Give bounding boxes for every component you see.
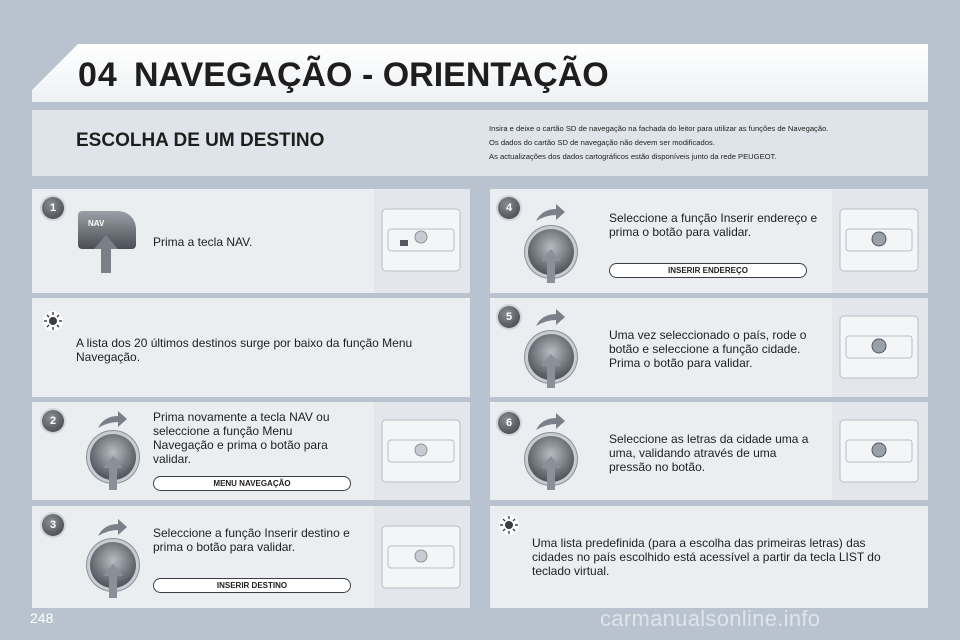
arrow-up-icon [94,235,118,273]
page-number: 248 [30,610,54,626]
radio-image [374,506,470,608]
rotate-arrow-icon [96,410,128,430]
radio-panel-icon [374,189,470,293]
menu-label-pill: INSERIR ENDEREÇO [609,263,807,278]
step-2-panel [32,402,470,500]
step-number-badge: 6 [498,412,520,434]
step-3-panel [32,506,470,608]
step-text: Prima novamente a tecla NAV ou seleccione a função Menu Navegação e prima o botão para validar. [153,410,330,466]
intro-line: As actualizações dos dados cartográficos estão disponíveis junto da rede PEUGEOT. [489,152,777,161]
step-text: Prima a tecla NAV. [153,235,253,249]
step-6-panel [490,402,928,500]
rotate-arrow-icon [534,203,566,223]
arrow-up-icon [541,354,561,388]
chapter-number: 04 [78,56,118,94]
step-1-panel [32,189,470,293]
arrow-up-icon [103,564,123,598]
tip-1-panel [32,298,470,397]
tip-text: A lista dos 20 últimos destinos surge por baixo da função Menu Navegação. [76,336,413,364]
intro-line: Insira e deixe o cartão SD de navegação na fachada do leitor para utilizar as funções de Navegação. [489,124,829,133]
watermark: carmanualsonline.info [600,606,821,631]
chapter-title: NAVEGAÇÃO - ORIENTAÇÃO [134,56,609,94]
lamp-icon [498,514,520,536]
step-number-badge: 1 [42,197,64,219]
radio-image [374,402,470,500]
radio-image [832,298,928,397]
radio-panel-icon [832,298,928,397]
tip-2-panel [490,506,928,608]
intro-line: Os dados do cartão SD de navegação não devem ser modificados. [489,138,715,147]
radio-panel-icon [832,189,928,293]
menu-label-pill: MENU NAVEGAÇÃO [153,476,351,491]
nav-key-icon: NAV [78,211,136,249]
step-number-badge: 2 [42,410,64,432]
radio-panel-icon [374,506,470,608]
rotate-arrow-icon [534,412,566,432]
rotate-arrow-icon [534,308,566,328]
step-text: Seleccione a função Inserir endereço e prima o botão para validar. [609,211,818,239]
arrow-up-icon [541,456,561,490]
step-5-panel [490,298,928,397]
arrow-up-icon [541,249,561,283]
radio-panel-icon [374,402,470,500]
step-text: Uma vez seleccionado o país, rode o botão e seleccione a função cidade. Prima o botão para validar. [609,328,807,370]
step-number-badge: 3 [42,514,64,536]
step-number-badge: 4 [498,197,520,219]
section-title: ESCOLHA DE UM DESTINO [76,130,325,151]
menu-label-pill: INSERIR DESTINO [153,578,351,593]
radio-image [832,402,928,500]
radio-image [374,189,470,293]
step-text: Seleccione a função Inserir destino e prima o botão para validar. [153,526,350,554]
arrow-up-icon [103,456,123,490]
intro-text [489,122,919,164]
lamp-icon [42,310,64,332]
step-4-panel [490,189,928,293]
step-number-badge: 5 [498,306,520,328]
rotate-arrow-icon [96,518,128,538]
radio-panel-icon [832,402,928,500]
radio-image [832,189,928,293]
step-text: Seleccione as letras da cidade uma a uma, validando através de uma pressão no botão. [609,432,809,474]
tip-text: Uma lista predefinida (para a escolha das primeiras letras) das cidades no país escolhido está acessível a partir da tecla LIST do teclado virtual. [532,536,881,578]
